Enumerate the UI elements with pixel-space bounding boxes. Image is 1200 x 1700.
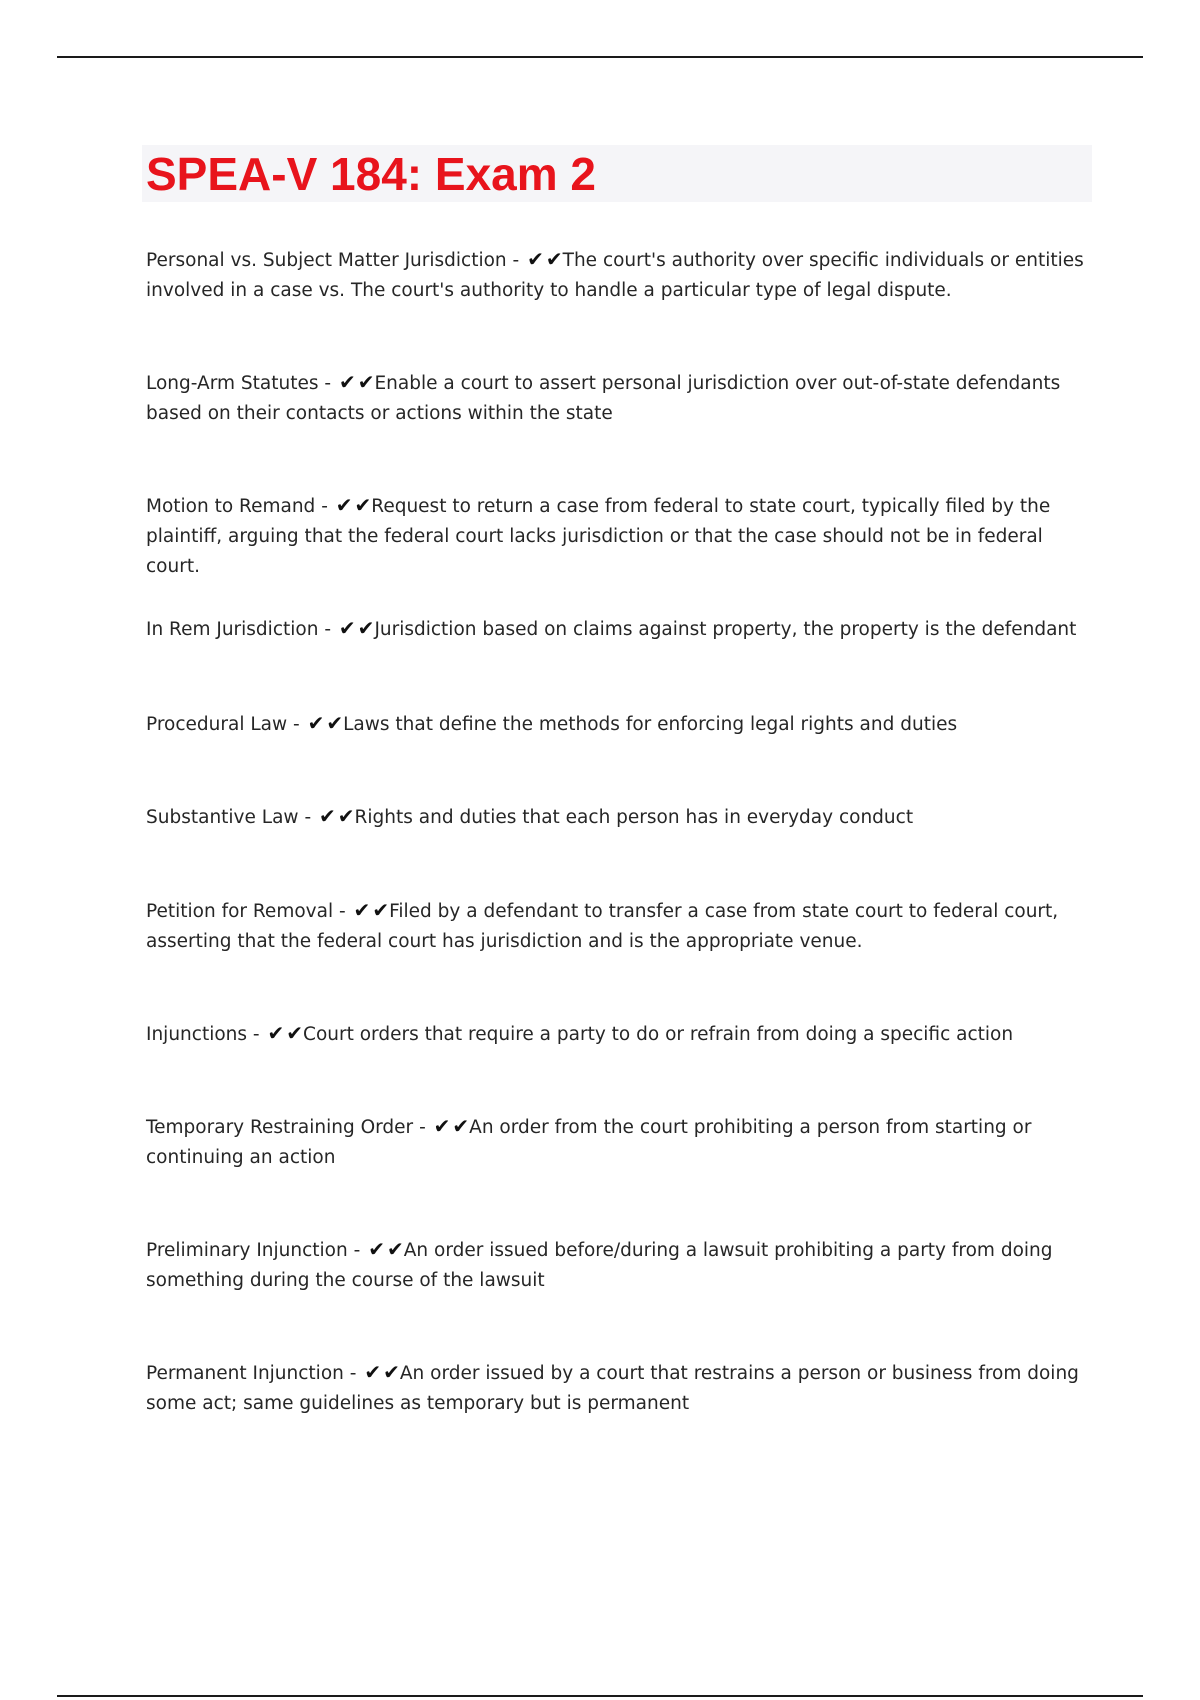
check-icon: ✔ [383, 1360, 400, 1384]
term-separator: - [321, 496, 328, 517]
check-icon: ✔ [326, 711, 344, 735]
check-icon: ✔ [364, 1360, 382, 1384]
entry-definition: An order issued by a court that restrains a person or business from doing some act; same guidelines as temporary but is permanent [146, 1363, 1079, 1414]
term-separator: - [252, 1024, 260, 1045]
check-icon: ✔ [357, 370, 375, 394]
check-icon: ✔ [307, 711, 325, 735]
check-icon: ✔ [337, 804, 355, 828]
entry-term: Procedural Law [146, 714, 288, 735]
entry-definition: The court's authority over specific individuals or entities involved in a case vs. The court's authority to handle a particular type of legal dispute. [146, 250, 1084, 301]
entry-term: Substantive Law [146, 807, 299, 828]
entry-definition: An order issued before/during a lawsuit prohibiting a party from doing something during the course of the lawsuit [146, 1240, 1053, 1291]
check-icon: ✔ [386, 1237, 404, 1261]
term-separator: - [338, 901, 346, 922]
check-icon: ✔ [354, 493, 372, 517]
entry-term: Motion to Remand [146, 496, 316, 517]
term-separator: - [324, 373, 332, 394]
entry-term: Petition for Removal [146, 901, 334, 922]
entry-term: Long-Arm Statutes [146, 373, 319, 394]
entry-definition: Rights and duties that each person has in everyday conduct [354, 807, 914, 828]
entry-definition: Laws that define the methods for enforcing legal rights and duties [343, 714, 958, 735]
entry-injunctions [146, 1018, 1096, 1050]
entry-definition: An order from the court prohibiting a person from starting or continuing an action [146, 1117, 1032, 1168]
entry-procedural-law [146, 708, 1096, 740]
check-icon: ✔ [286, 1021, 304, 1045]
entry-definition: Jurisdiction based on claims against property, the property is the defendant [374, 619, 1077, 640]
entry-term: Permanent Injunction [146, 1363, 344, 1384]
entry-definition: Enable a court to assert personal jurisdiction over out-of-state defendants based on their contacts or actions within the state [146, 373, 1061, 424]
term-separator: - [512, 250, 520, 271]
term-separator: - [349, 1363, 357, 1384]
check-icon: ✔ [267, 1021, 285, 1045]
entry-term: Temporary Restraining Order [146, 1117, 414, 1138]
check-icon: ✔ [335, 493, 353, 517]
check-icon: ✔ [338, 370, 356, 394]
check-icon: ✔ [338, 616, 356, 640]
check-icon: ✔ [357, 616, 375, 640]
document-title: SPEA-V 184: Exam 2 [146, 147, 597, 200]
entry-definition: Filed by a defendant to transfer a case from state court to federal court, asserting that the federal court has jurisdiction and is the appropriate venue. [146, 901, 1059, 952]
entry-term: In Rem Jurisdiction [146, 619, 319, 640]
top-rule [57, 56, 1143, 58]
entry-definition: Court orders that require a party to do or refrain from doing a specific action [303, 1024, 1014, 1045]
entry-definition: Request to return a case from federal to state court, typically filed by the plaintiff, arguing that the federal court lacks jurisdiction or that the case should not be in federal court. [146, 496, 1051, 577]
check-icon: ✔ [452, 1114, 470, 1138]
entry-term: Injunctions [146, 1024, 248, 1045]
entry-long-arm-statutes [146, 367, 1096, 429]
entry-term: Personal vs. Subject Matter Jurisdiction [146, 250, 507, 271]
term-separator: - [419, 1117, 426, 1138]
entry-permanent-injunction [146, 1357, 1096, 1419]
term-separator: - [324, 619, 332, 640]
term-separator: - [293, 714, 300, 735]
bottom-rule [57, 1695, 1143, 1697]
entry-in-rem-jurisdiction [146, 613, 1096, 645]
check-icon: ✔ [433, 1114, 451, 1138]
check-icon: ✔ [545, 247, 563, 271]
check-icon: ✔ [319, 804, 336, 828]
term-separator: - [353, 1240, 361, 1261]
entry-preliminary-injunction [146, 1234, 1096, 1296]
entry-term: Preliminary Injunction [146, 1240, 348, 1261]
check-icon: ✔ [368, 1237, 385, 1261]
term-separator: - [304, 807, 312, 828]
title-band [142, 145, 1092, 202]
check-icon: ✔ [372, 898, 390, 922]
entry-personal-vs-subject-matter-jurisdiction [146, 244, 1096, 306]
check-icon: ✔ [527, 247, 544, 271]
entry-temporary-restraining-order [146, 1111, 1096, 1173]
check-icon: ✔ [353, 898, 371, 922]
entry-motion-to-remand [146, 490, 1096, 582]
entry-petition-for-removal [146, 895, 1096, 957]
entry-substantive-law [146, 801, 1096, 833]
